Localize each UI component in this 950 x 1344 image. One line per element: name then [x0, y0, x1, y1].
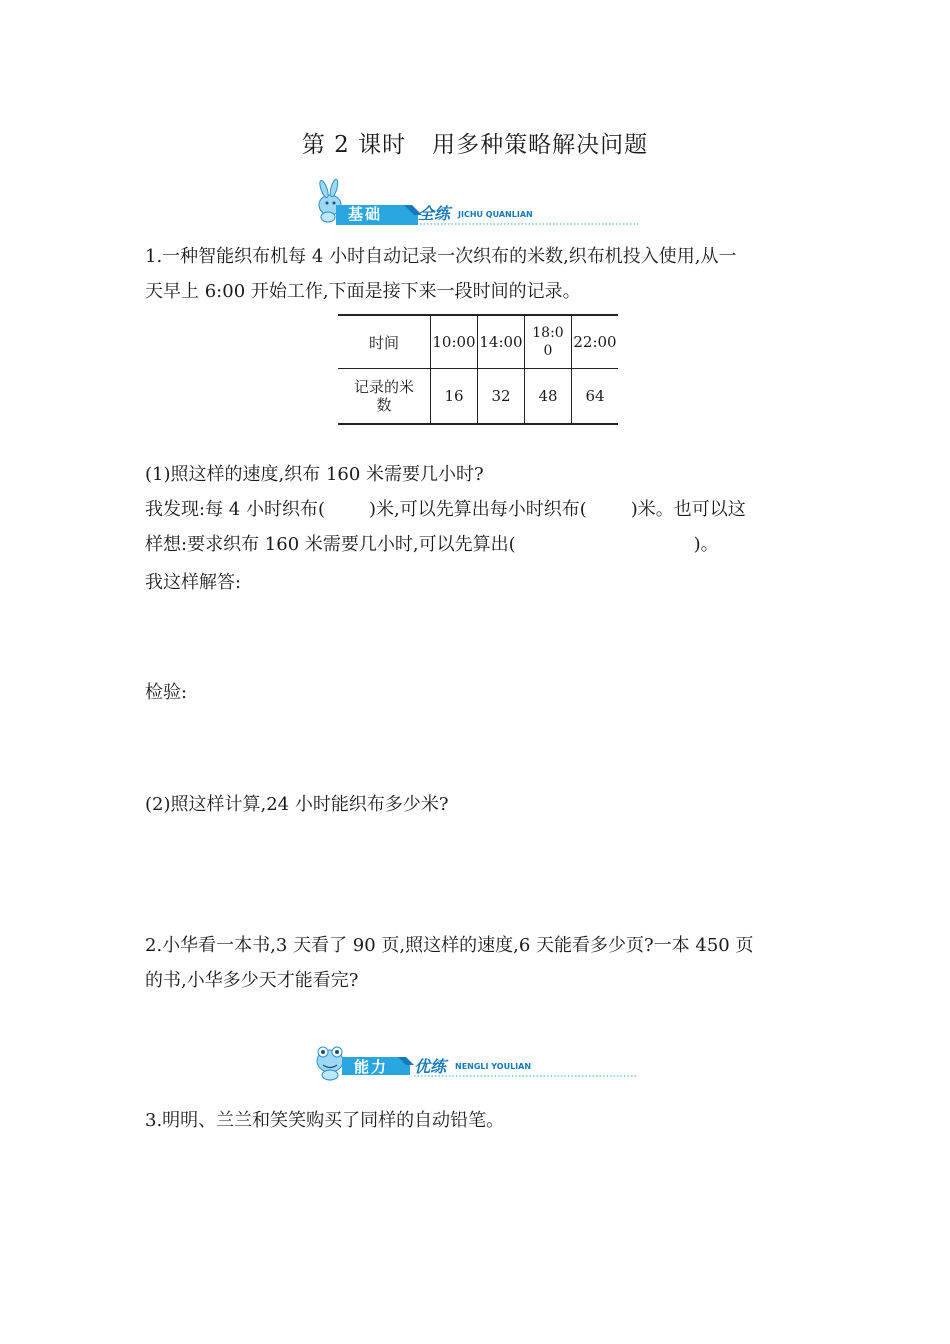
find-text-c: )米。也可以这 — [630, 499, 746, 520]
find-text-a: 我发现:每 4 小时织布( — [145, 499, 325, 520]
table-cell: 32 — [478, 369, 525, 425]
table-cell: 10:00 — [431, 315, 478, 369]
table-cell: 16 — [431, 369, 478, 425]
check-label: 检验: — [145, 682, 188, 703]
banner-label-secondary: 全练 — [418, 204, 451, 223]
think-text-a: 样想:要求织布 160 米需要几小时,可以先算出( — [145, 534, 516, 555]
section-banner-basic — [308, 181, 638, 223]
question-2-line-1: 2.小华看一本书,3 天看了 90 页,照这样的速度,6 天能看多少页?一本 450 页 — [145, 935, 754, 956]
page-title — [0, 126, 950, 159]
banner-label-pinyin: NENGLI YOULIAN — [455, 1062, 532, 1071]
table-header-meters — [338, 369, 431, 425]
think-text-b: )。 — [693, 534, 719, 555]
sub-question-2: (2)照这样计算,24 小时能织布多少米? — [145, 794, 449, 815]
table-cell-text: 18:00 — [532, 325, 564, 359]
think-line — [145, 528, 805, 562]
section-banner-ability — [310, 1039, 640, 1076]
banner-label-primary: 基础 — [348, 205, 383, 223]
table-cell: 22:00 — [572, 315, 619, 369]
table-cell — [525, 315, 572, 369]
question-3-line-1: 3.明明、兰兰和笑笑购买了同样的自动铅笔。 — [145, 1110, 505, 1131]
question-1-line-2: 天早上 6:00 开始工作,下面是接下来一段时间的记录。 — [145, 281, 581, 302]
sub-question-1: (1)照这样的速度,织布 160 米需要几小时? — [145, 464, 484, 485]
table-header-time: 时间 — [338, 315, 431, 369]
find-text-b: )米,可以先算出每小时织布( — [368, 499, 587, 520]
table-cell: 48 — [525, 369, 572, 425]
table-cell: 64 — [572, 369, 619, 425]
banner-label-pinyin: JICHU QUANLIAN — [458, 210, 533, 219]
table-header-text: 记录的米数 — [353, 378, 414, 414]
table-row — [338, 369, 618, 425]
table-row — [338, 315, 618, 369]
table-cell: 14:00 — [478, 315, 525, 369]
banner-label-primary: 能力 — [354, 1058, 389, 1076]
find-line — [145, 493, 805, 527]
banner-label-secondary: 优练 — [414, 1057, 447, 1076]
lesson-number: 第 2 课时 — [301, 132, 407, 158]
record-table — [338, 314, 618, 425]
answer-label: 我这样解答: — [145, 572, 242, 593]
question-2-line-2: 的书,小华多少天才能看完? — [145, 970, 359, 991]
question-1-line-1: 1.一种智能织布机每 4 小时自动记录一次织布的米数,织布机投入使用,从一 — [145, 246, 737, 267]
lesson-topic: 用多种策略解决问题 — [432, 132, 649, 158]
